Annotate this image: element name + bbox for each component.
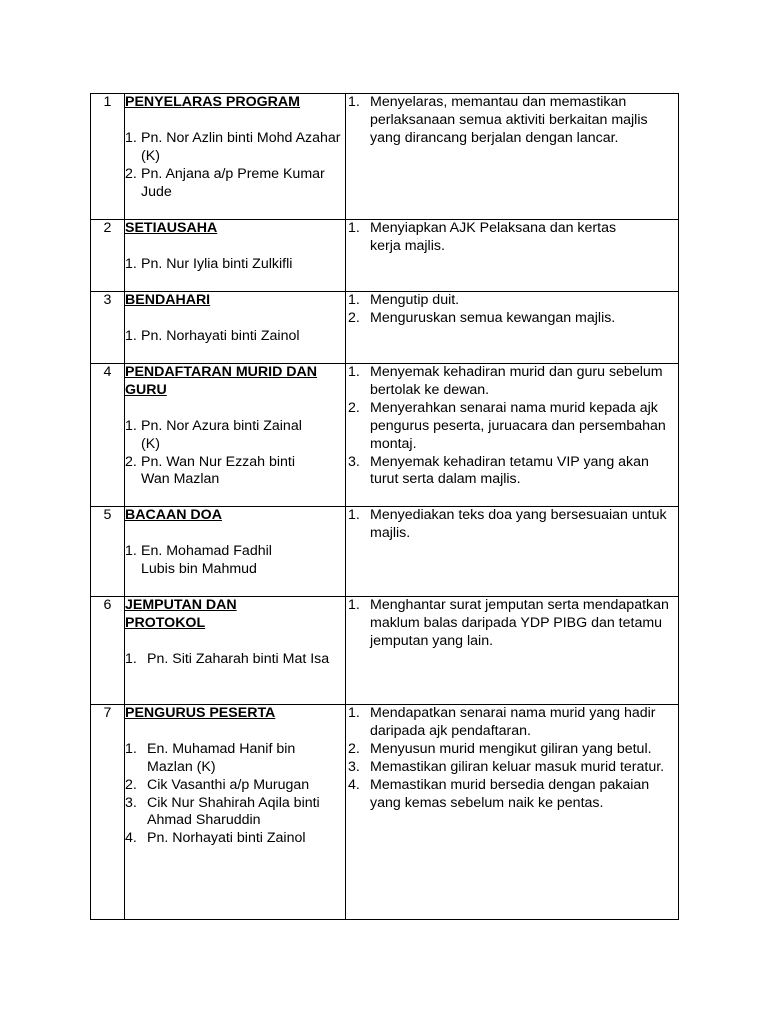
member-item: 1. En. Muhamad Hanif bin Mazlan (K) <box>125 740 296 775</box>
row-number: 1 <box>91 94 125 220</box>
member-item: 1. Pn. Nor Azlin binti Mohd Azahar (K) <box>125 129 341 164</box>
duty-item: 1. Mengutip duit. <box>348 292 460 308</box>
role-title: JEMPUTAN DAN PROTOKOL <box>125 597 237 631</box>
member-item: 2. Pn. Anjana a/p Preme Kumar Jude <box>125 165 325 200</box>
member-item: 1. Pn. Siti Zaharah binti Mat Isa <box>125 650 330 667</box>
duty-cell <box>346 364 679 507</box>
role-title: PENDAFTARAN MURID DAN GURU <box>125 364 318 398</box>
row-number: 5 <box>91 507 125 597</box>
member-list <box>125 543 345 579</box>
member-item: 1. En. Mohamad Fadhil Lubis bin Mahmud <box>125 542 272 577</box>
duty-item: 3. Memastikan giliran keluar masuk murid teratur. <box>348 758 665 775</box>
table-row <box>91 220 679 292</box>
duty-item: 1. Menyiapkan AJK Pelaksana dan kertas kerja majlis. <box>348 220 617 254</box>
member-list <box>125 256 345 274</box>
duty-item: 1. Mendapatkan senarai nama murid yang hadir daripada ajk pendaftaran. <box>348 705 656 739</box>
duty-item: 2. Menyusun murid mengikut giliran yang betul. <box>348 740 652 757</box>
duty-item: 1. Menghantar surat jemputan serta mendapatkan maklum balas daripada YDP PIBG dan tetamu jemputan yang lain. <box>348 597 669 649</box>
role-cell <box>125 94 346 220</box>
member-list <box>125 651 345 669</box>
duty-list <box>346 94 678 148</box>
member-item: 2. Cik Vasanthi a/p Murugan <box>125 776 310 793</box>
duty-cell <box>346 220 679 292</box>
member-item: 1. Pn. Nur Iylia binti Zulkifli <box>125 255 293 272</box>
member-item: 4. Pn. Norhayati binti Zainol <box>125 830 306 847</box>
role-title: PENYELARAS PROGRAM <box>125 94 300 110</box>
duty-list <box>346 292 678 328</box>
table-row <box>91 705 679 920</box>
duty-cell <box>346 94 679 220</box>
duty-item: 2. Menyerahkan senarai nama murid kepada ajk pengurus peserta, juruacara dan persembahan montaj. <box>348 399 666 452</box>
table-row <box>91 364 679 507</box>
role-cell <box>125 364 346 507</box>
row-number: 2 <box>91 220 125 292</box>
table-row <box>91 292 679 364</box>
duty-list <box>346 364 678 489</box>
member-item: 3. Cik Nur Shahirah Aqila binti Ahmad Sharuddin <box>125 794 320 829</box>
table-row <box>91 94 679 220</box>
duty-list <box>346 507 678 543</box>
role-cell <box>125 220 346 292</box>
duty-cell <box>346 597 679 705</box>
duty-cell <box>346 507 679 597</box>
member-item: 2. Pn. Wan Nur Ezzah binti Wan Mazlan <box>125 453 296 488</box>
committee-duties-table <box>90 93 679 920</box>
duty-list <box>346 597 678 651</box>
role-title: PENGURUS PESERTA <box>125 705 276 721</box>
duty-item: 1. Menyelaras, memantau dan memastikan perlaksanaan semua aktiviti berkaitan majlis yang dirancang berjalan dengan lancar. <box>348 94 648 146</box>
duty-list <box>346 220 678 256</box>
role-cell <box>125 292 346 364</box>
role-cell <box>125 507 346 597</box>
table-row <box>91 507 679 597</box>
role-title: BACAAN DOA <box>125 507 222 523</box>
member-list <box>125 418 345 490</box>
duty-list <box>346 705 678 812</box>
member-list <box>125 741 345 848</box>
role-title: BENDAHARI <box>125 292 211 308</box>
member-list <box>125 130 345 202</box>
row-number: 3 <box>91 292 125 364</box>
member-item: 1. Pn. Nor Azura binti Zainal (K) <box>125 417 302 452</box>
duty-item: 1. Menyediakan teks doa yang bersesuaian untuk majlis. <box>348 507 667 541</box>
row-number: 6 <box>91 597 125 705</box>
member-item: 1. Pn. Norhayati binti Zainol <box>125 327 300 344</box>
role-cell <box>125 705 346 920</box>
member-list <box>125 328 345 346</box>
duty-item: 4. Memastikan murid bersedia dengan pakaian yang kemas sebelum naik ke pentas. <box>348 776 650 811</box>
duty-cell <box>346 705 679 920</box>
duty-item: 2. Menguruskan semua kewangan majlis. <box>348 309 616 326</box>
duty-item: 1. Menyemak kehadiran murid dan guru sebelum bertolak ke dewan. <box>348 364 663 398</box>
role-title: SETIAUSAHA <box>125 220 218 236</box>
row-number: 4 <box>91 364 125 507</box>
duty-item: 3. Menyemak kehadiran tetamu VIP yang akan turut serta dalam majlis. <box>348 453 649 488</box>
table-row <box>91 597 679 705</box>
row-number: 7 <box>91 705 125 920</box>
duty-cell <box>346 292 679 364</box>
role-cell <box>125 597 346 705</box>
